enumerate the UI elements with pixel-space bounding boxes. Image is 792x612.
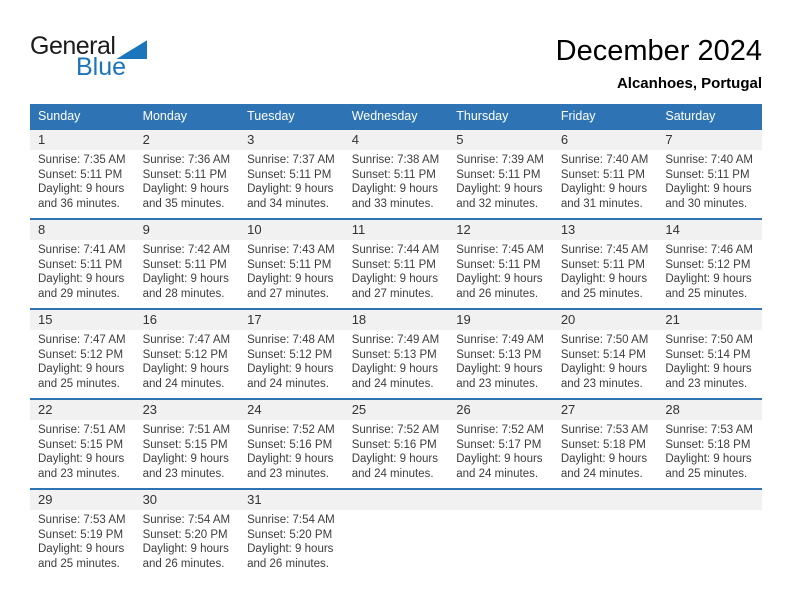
day-details [239, 330, 344, 391]
sunset-text: Sunset: 5:14 PM [560, 348, 646, 361]
weekday-header-friday: Friday [553, 104, 658, 129]
daylight-line2: and 35 minutes. [142, 197, 225, 210]
daylight-line2: and 29 minutes. [38, 287, 120, 300]
sunset-text: Sunset: 5:18 PM [665, 438, 751, 451]
day-cell-23 [135, 399, 240, 489]
sunrise-text: Sunrise: 7:40 AM [560, 154, 649, 166]
day-cell-25 [344, 399, 449, 489]
day-details [448, 150, 553, 211]
day-cell-12 [448, 219, 553, 309]
daylight-line1: Daylight: 9 hours [38, 453, 125, 465]
sunrise-text: Sunrise: 7:47 AM [142, 334, 231, 346]
week-row-3 [30, 309, 762, 399]
day-number [553, 490, 658, 510]
sunset-text: Sunset: 5:12 PM [142, 348, 228, 361]
page-title: December 2024 [555, 35, 762, 67]
day-number: 30 [135, 490, 240, 510]
day-cell-13 [553, 219, 658, 309]
day-cell-28 [657, 399, 762, 489]
day-details [135, 240, 240, 301]
sunrise-text: Sunrise: 7:39 AM [456, 154, 544, 166]
daylight-line1: Daylight: 9 hours [665, 453, 752, 465]
day-number: 24 [239, 400, 344, 420]
day-details [239, 240, 344, 301]
sunrise-text: Sunrise: 7:50 AM [665, 334, 753, 346]
sunset-text: Sunset: 5:19 PM [38, 528, 124, 541]
daylight-line1: Daylight: 9 hours [247, 363, 334, 375]
logo-text-general: General [30, 32, 116, 60]
sunset-text: Sunset: 5:12 PM [665, 258, 751, 271]
week-row-1 [30, 129, 762, 219]
daylight-line2: and 27 minutes. [351, 287, 434, 300]
weekday-header-saturday: Saturday [657, 104, 762, 129]
day-number: 22 [30, 400, 135, 420]
sunrise-text: Sunrise: 7:47 AM [38, 334, 126, 346]
daylight-line1: Daylight: 9 hours [560, 363, 648, 375]
sunset-text: Sunset: 5:11 PM [560, 168, 645, 181]
empty-day-cell [344, 489, 449, 578]
daylight-line2: and 24 minutes. [247, 377, 329, 390]
day-cell-31 [239, 489, 344, 578]
day-details [344, 150, 449, 211]
day-number: 4 [344, 130, 449, 150]
day-cell-26 [448, 399, 553, 489]
sunrise-text: Sunrise: 7:53 AM [665, 424, 753, 436]
weekday-header-thursday: Thursday [448, 104, 553, 129]
sunrise-text: Sunrise: 7:35 AM [38, 154, 126, 166]
day-details [448, 510, 553, 513]
daylight-line2: and 26 minutes. [456, 287, 539, 300]
sunset-text: Sunset: 5:17 PM [456, 438, 542, 451]
sunset-text: Sunset: 5:12 PM [247, 348, 333, 361]
daylight-line1: Daylight: 9 hours [560, 273, 648, 285]
daylight-line2: and 24 minutes. [142, 377, 225, 390]
day-cell-5 [448, 129, 553, 219]
daylight-line2: and 23 minutes. [456, 377, 539, 390]
sunset-text: Sunset: 5:18 PM [560, 438, 646, 451]
day-details [30, 420, 135, 481]
day-cell-4 [344, 129, 449, 219]
sunrise-text: Sunrise: 7:49 AM [351, 334, 440, 346]
weekday-header-monday: Monday [135, 104, 240, 129]
empty-day-cell [448, 489, 553, 578]
day-cell-6 [553, 129, 658, 219]
day-number: 14 [657, 220, 762, 240]
sunrise-text: Sunrise: 7:37 AM [247, 154, 335, 166]
day-cell-16 [135, 309, 240, 399]
day-number: 12 [448, 220, 553, 240]
day-cell-18 [344, 309, 449, 399]
sunrise-text: Sunrise: 7:38 AM [351, 154, 440, 166]
day-cell-14 [657, 219, 762, 309]
day-details [448, 330, 553, 391]
day-number: 27 [553, 400, 658, 420]
daylight-line1: Daylight: 9 hours [351, 273, 438, 285]
daylight-line1: Daylight: 9 hours [38, 363, 125, 375]
sunset-text: Sunset: 5:12 PM [38, 348, 124, 361]
daylight-line2: and 23 minutes. [142, 467, 225, 480]
day-details [30, 240, 135, 301]
daylight-line1: Daylight: 9 hours [560, 183, 648, 195]
sunrise-text: Sunrise: 7:36 AM [142, 154, 231, 166]
calendar-table [30, 104, 762, 578]
sunrise-text: Sunrise: 7:54 AM [142, 514, 231, 526]
day-cell-19 [448, 309, 553, 399]
logo-text-blue: Blue [76, 53, 127, 81]
day-details [239, 150, 344, 211]
weekday-header-sunday: Sunday [30, 104, 135, 129]
daylight-line1: Daylight: 9 hours [665, 183, 752, 195]
sunset-text: Sunset: 5:16 PM [247, 438, 333, 451]
day-number: 25 [344, 400, 449, 420]
daylight-line1: Daylight: 9 hours [456, 453, 543, 465]
sunrise-text: Sunrise: 7:53 AM [560, 424, 649, 436]
day-number: 3 [239, 130, 344, 150]
day-details [135, 420, 240, 481]
sunset-text: Sunset: 5:11 PM [38, 258, 123, 271]
daylight-line2: and 25 minutes. [560, 287, 643, 300]
sunrise-text: Sunrise: 7:52 AM [351, 424, 440, 436]
sunset-text: Sunset: 5:11 PM [560, 258, 645, 271]
sunrise-text: Sunrise: 7:49 AM [456, 334, 544, 346]
daylight-line1: Daylight: 9 hours [665, 363, 752, 375]
location-subtitle: Alcanhoes, Portugal [616, 74, 762, 92]
day-details [30, 510, 135, 571]
day-cell-30 [135, 489, 240, 578]
sunset-text: Sunset: 5:11 PM [665, 168, 750, 181]
day-cell-17 [239, 309, 344, 399]
day-details [239, 420, 344, 481]
daylight-line2: and 24 minutes. [351, 377, 434, 390]
day-cell-7 [657, 129, 762, 219]
day-details [553, 330, 658, 391]
weekday-header-row [30, 104, 762, 129]
daylight-line1: Daylight: 9 hours [142, 183, 229, 195]
daylight-line2: and 34 minutes. [247, 197, 329, 210]
weekday-header-tuesday: Tuesday [239, 104, 344, 129]
day-details [30, 150, 135, 211]
daylight-line2: and 23 minutes. [560, 377, 643, 390]
sunset-text: Sunset: 5:11 PM [456, 168, 541, 181]
sunrise-text: Sunrise: 7:51 AM [38, 424, 126, 436]
sunrise-text: Sunrise: 7:44 AM [351, 244, 440, 256]
sunrise-text: Sunrise: 7:48 AM [247, 334, 335, 346]
day-details [657, 240, 762, 301]
empty-day-cell [657, 489, 762, 578]
day-cell-3 [239, 129, 344, 219]
daylight-line1: Daylight: 9 hours [456, 363, 543, 375]
day-cell-11 [344, 219, 449, 309]
day-cell-20 [553, 309, 658, 399]
daylight-line2: and 28 minutes. [142, 287, 225, 300]
sunrise-text: Sunrise: 7:42 AM [142, 244, 231, 256]
day-number [448, 490, 553, 510]
day-number: 6 [553, 130, 658, 150]
day-number [344, 490, 449, 510]
daylight-line1: Daylight: 9 hours [247, 183, 334, 195]
day-cell-10 [239, 219, 344, 309]
daylight-line1: Daylight: 9 hours [351, 363, 438, 375]
day-cell-8 [30, 219, 135, 309]
week-row-2 [30, 219, 762, 309]
daylight-line2: and 23 minutes. [38, 467, 120, 480]
daylight-line2: and 32 minutes. [456, 197, 539, 210]
daylight-line1: Daylight: 9 hours [38, 183, 125, 195]
sunrise-text: Sunrise: 7:52 AM [456, 424, 544, 436]
day-number: 13 [553, 220, 658, 240]
day-cell-27 [553, 399, 658, 489]
daylight-line2: and 24 minutes. [351, 467, 434, 480]
daylight-line1: Daylight: 9 hours [247, 453, 334, 465]
day-cell-21 [657, 309, 762, 399]
day-details [448, 240, 553, 301]
sunset-text: Sunset: 5:14 PM [665, 348, 751, 361]
daylight-line2: and 33 minutes. [351, 197, 434, 210]
general-blue-logo [30, 34, 147, 80]
week-row-5 [30, 489, 762, 578]
day-details [344, 240, 449, 301]
sunset-text: Sunset: 5:11 PM [247, 168, 332, 181]
sunset-text: Sunset: 5:13 PM [351, 348, 437, 361]
daylight-line2: and 24 minutes. [560, 467, 643, 480]
day-number: 10 [239, 220, 344, 240]
sunset-text: Sunset: 5:13 PM [456, 348, 542, 361]
sunset-text: Sunset: 5:11 PM [38, 168, 123, 181]
day-details [553, 420, 658, 481]
daylight-line2: and 36 minutes. [38, 197, 120, 210]
day-details [657, 510, 762, 513]
week-row-4 [30, 399, 762, 489]
sunset-text: Sunset: 5:15 PM [142, 438, 228, 451]
daylight-line1: Daylight: 9 hours [142, 543, 229, 555]
day-number: 5 [448, 130, 553, 150]
title-block [556, 36, 762, 92]
daylight-line1: Daylight: 9 hours [456, 183, 543, 195]
daylight-line2: and 25 minutes. [38, 377, 120, 390]
daylight-line1: Daylight: 9 hours [560, 453, 648, 465]
logo-triangle-icon [116, 40, 147, 59]
daylight-line1: Daylight: 9 hours [456, 273, 543, 285]
day-number: 26 [448, 400, 553, 420]
day-number: 9 [135, 220, 240, 240]
day-cell-15 [30, 309, 135, 399]
day-number: 7 [657, 130, 762, 150]
day-cell-2 [135, 129, 240, 219]
sunrise-text: Sunrise: 7:41 AM [38, 244, 126, 256]
sunset-text: Sunset: 5:11 PM [142, 258, 227, 271]
daylight-line2: and 25 minutes. [665, 467, 748, 480]
daylight-line1: Daylight: 9 hours [351, 183, 438, 195]
day-number: 11 [344, 220, 449, 240]
day-details [344, 510, 449, 513]
daylight-line2: and 26 minutes. [247, 557, 329, 570]
day-details [344, 420, 449, 481]
day-details [135, 510, 240, 571]
daylight-line1: Daylight: 9 hours [351, 453, 438, 465]
sunrise-text: Sunrise: 7:46 AM [665, 244, 753, 256]
sunrise-text: Sunrise: 7:51 AM [142, 424, 231, 436]
sunrise-text: Sunrise: 7:54 AM [247, 514, 335, 526]
day-cell-9 [135, 219, 240, 309]
sunrise-text: Sunrise: 7:45 AM [560, 244, 649, 256]
sunset-text: Sunset: 5:11 PM [247, 258, 332, 271]
daylight-line1: Daylight: 9 hours [665, 273, 752, 285]
daylight-line2: and 26 minutes. [142, 557, 225, 570]
day-number: 17 [239, 310, 344, 330]
sunrise-text: Sunrise: 7:52 AM [247, 424, 335, 436]
daylight-line2: and 23 minutes. [247, 467, 329, 480]
daylight-line1: Daylight: 9 hours [38, 543, 125, 555]
sunset-text: Sunset: 5:11 PM [142, 168, 227, 181]
daylight-line2: and 23 minutes. [665, 377, 748, 390]
day-cell-22 [30, 399, 135, 489]
day-number: 1 [30, 130, 135, 150]
empty-day-cell [553, 489, 658, 578]
sunrise-text: Sunrise: 7:40 AM [665, 154, 753, 166]
day-details [239, 510, 344, 571]
day-number: 2 [135, 130, 240, 150]
daylight-line1: Daylight: 9 hours [142, 363, 229, 375]
sunset-text: Sunset: 5:11 PM [351, 258, 436, 271]
daylight-line1: Daylight: 9 hours [142, 273, 229, 285]
sunset-text: Sunset: 5:16 PM [351, 438, 437, 451]
day-number: 15 [30, 310, 135, 330]
day-number: 19 [448, 310, 553, 330]
daylight-line1: Daylight: 9 hours [142, 453, 229, 465]
sunrise-text: Sunrise: 7:53 AM [38, 514, 126, 526]
day-number: 16 [135, 310, 240, 330]
day-details [657, 150, 762, 211]
day-number: 31 [239, 490, 344, 510]
day-details [448, 420, 553, 481]
daylight-line1: Daylight: 9 hours [38, 273, 125, 285]
day-details [553, 240, 658, 301]
day-cell-24 [239, 399, 344, 489]
day-details [657, 420, 762, 481]
day-cell-29 [30, 489, 135, 578]
daylight-line2: and 30 minutes. [665, 197, 748, 210]
day-details [30, 330, 135, 391]
sunset-text: Sunset: 5:11 PM [351, 168, 436, 181]
day-details [344, 330, 449, 391]
day-details [553, 510, 658, 513]
day-number: 21 [657, 310, 762, 330]
day-details [135, 150, 240, 211]
day-details [657, 330, 762, 391]
day-number: 29 [30, 490, 135, 510]
sunrise-text: Sunrise: 7:45 AM [456, 244, 544, 256]
sunrise-text: Sunrise: 7:43 AM [247, 244, 335, 256]
day-number: 18 [344, 310, 449, 330]
sunrise-text: Sunrise: 7:50 AM [560, 334, 649, 346]
daylight-line2: and 31 minutes. [560, 197, 643, 210]
sunset-text: Sunset: 5:11 PM [456, 258, 541, 271]
daylight-line1: Daylight: 9 hours [247, 273, 334, 285]
daylight-line2: and 24 minutes. [456, 467, 539, 480]
day-details [553, 150, 658, 211]
day-number: 28 [657, 400, 762, 420]
day-number: 23 [135, 400, 240, 420]
daylight-line2: and 25 minutes. [665, 287, 748, 300]
daylight-line2: and 25 minutes. [38, 557, 120, 570]
day-details [135, 330, 240, 391]
day-number: 8 [30, 220, 135, 240]
weekday-header-wednesday: Wednesday [344, 104, 449, 129]
day-cell-1 [30, 129, 135, 219]
sunset-text: Sunset: 5:15 PM [38, 438, 124, 451]
day-number: 20 [553, 310, 658, 330]
daylight-line2: and 27 minutes. [247, 287, 329, 300]
daylight-line1: Daylight: 9 hours [247, 543, 334, 555]
sunset-text: Sunset: 5:20 PM [142, 528, 228, 541]
sunset-text: Sunset: 5:20 PM [247, 528, 333, 541]
day-number [657, 490, 762, 510]
